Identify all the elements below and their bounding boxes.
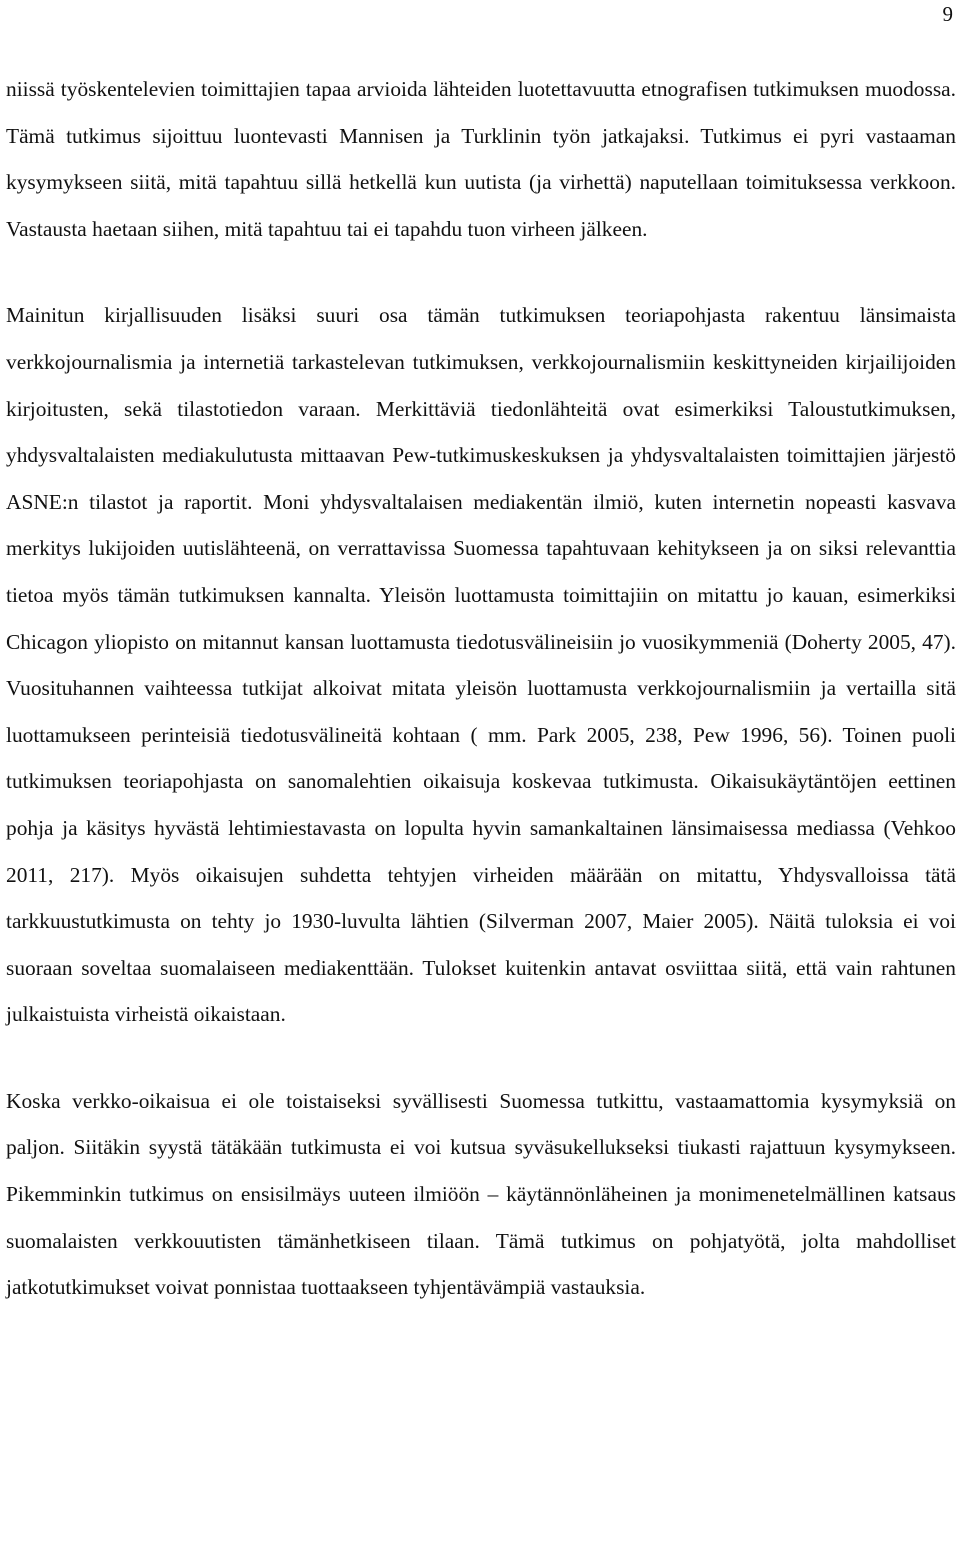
paragraph-2: Mainitun kirjallisuuden lisäksi suuri osa tämän tutkimuksen teoriapohjasta rakentuu länsimaista verkkojournalismia ja internetiä tarkastelevan tutkimuksen, verkkojournalismiin keskittyneiden kirjailijoiden kirjoitusten, sekä tilastotiedon varaan. Merkittäviä tiedonlähteitä ovat esimerkiksi Taloustutkimuksen, yhdysvaltalaisten mediakulutusta mittaavan Pew-tutkimuskeskuksen ja yhdysvaltalaisten toimittajien järjestö ASNE:n tilastot ja raportit. Moni yhdysvaltalaisen mediakentän ilmiö, kuten internetin nopeasti kasvava merkitys lukijoiden uutislähteenä, on verrattavissa Suomessa tapahtuvaan kehitykseen ja on siksi relevanttia tietoa myös tämän tutkimuksen kannalta. Yleisön luottamusta toimittajiin on mitattu jo kauan, esimerkiksi Chicagon yliopisto on mitannut kansan luottamusta tiedotusvälineisiin jo vuosikymmeniä (Doherty 2005, 47). Vuosituhannen vaihteessa tutkijat alkoivat mitata yleisön luottamusta verkkojournalismiin ja vertailla sitä luottamukseen perinteisiä tiedotusvälineitä kohtaan ( mm. Park 2005, 238, Pew 1996, 56). Toinen puoli tutkimuksen teoriapohjasta on sanomalehtien oikaisuja koskevaa tutkimusta. Oikaisukäytäntöjen eettinen pohja ja käsitys hyvästä lehtimiestavasta on lopulta hyvin samankaltainen länsimaisessa mediassa (Vehkoo 2011, 217). Myös oikaisujen suhdetta tehtyjen virheiden määrään on mitattu, Yhdysvalloissa tätä tarkkuustutkimusta on tehty jo 1930-luvulta lähtien (Silverman 2007, Maier 2005). Näitä tuloksia ei voi suoraan soveltaa suomalaiseen mediakenttään. Tulokset kuitenkin antavat osviittaa siitä, että vain rahtunen julkaistuista virheistä oikaistaan.: [6, 303, 956, 1027]
paragraph-3: Koska verkko-oikaisua ei ole toistaiseksi syvällisesti Suomessa tutkittu, vastaamattomia kysymyksiä on paljon. Siitäkin syystä tätäkään tutkimusta ei voi kutsua syväsukellukseksi tiukasti rajattuun kysymykseen. Pikemminkin tutkimus on ensisilmäys uuteen ilmiöön – käytännönläheinen ja monimenetelmällinen katsaus suomalaisten verkkouutisten tämänhetkiseen tilaan. Tämä tutkimus on pohjatyötä, jolta mahdolliset jatkotutkimukset voivat ponnistaa tuottaakseen tyhjentävämpiä vastauksia.: [6, 1088, 956, 1300]
paragraph-1: niissä työskentelevien toimittajien tapaa arvioida lähteiden luotettavuutta etnografisen tutkimuksen muodossa. Tämä tutkimus sijoittuu luontevasti Mannisen ja Turklinin työn jatkajaksi. Tutkimus ei pyri vastaaman kysymykseen siitä, mitä tapahtuu sillä hetkellä kun uutista (ja virhettä) naputellaan toimituksessa verkkoon. Vastausta haetaan siihen, mitä tapahtuu tai ei tapahdu tuon virheen jälkeen.: [6, 77, 956, 241]
document-body: [6, 66, 956, 1311]
page-number: 9: [942, 2, 953, 26]
